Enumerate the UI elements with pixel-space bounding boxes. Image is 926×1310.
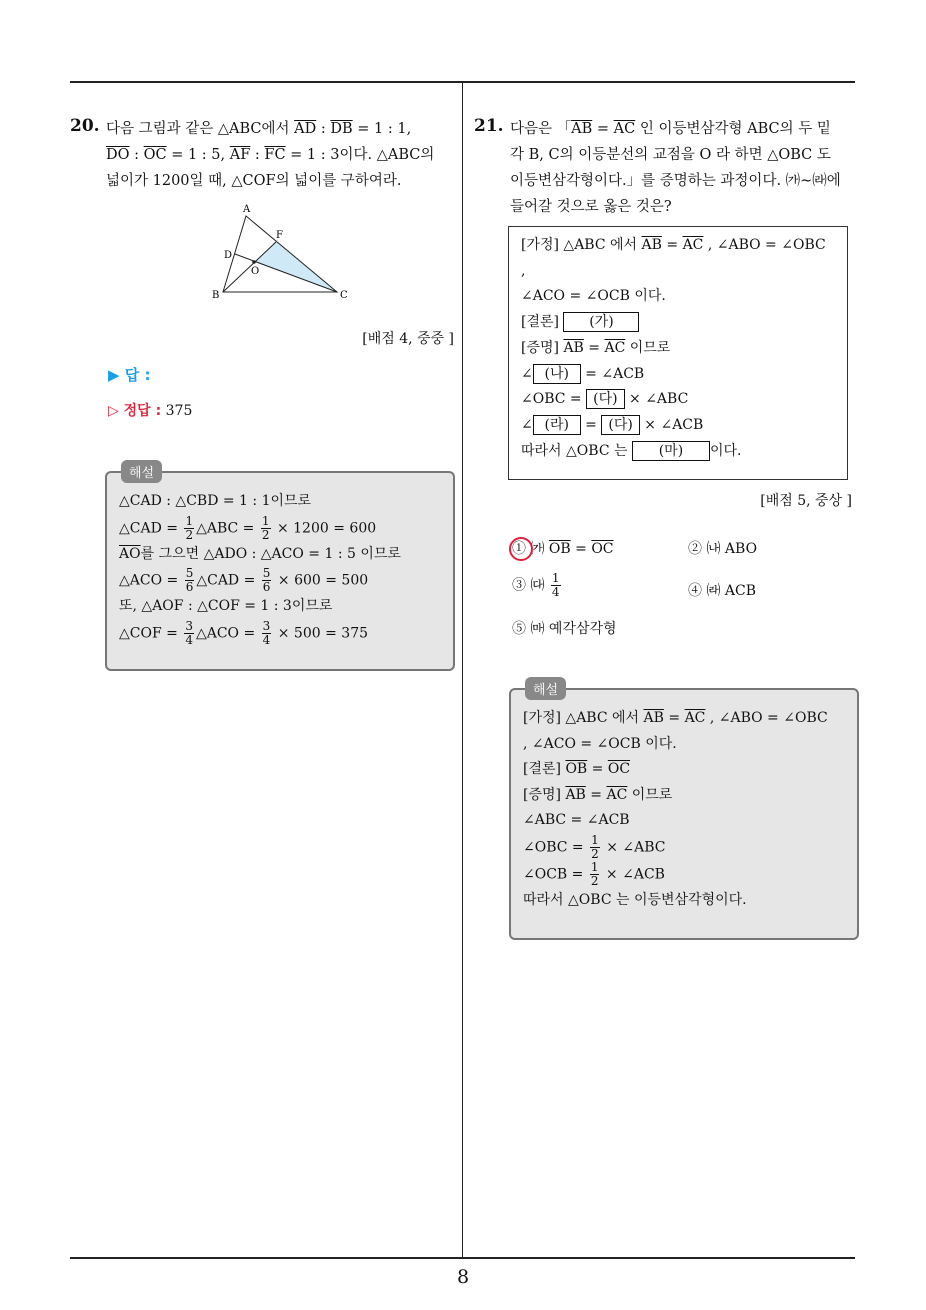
label-a: A xyxy=(243,204,251,215)
selected-mark-icon xyxy=(509,537,533,561)
triangle-figure xyxy=(206,200,356,302)
label-o: O xyxy=(251,266,260,277)
solution-tag: 해설 xyxy=(525,677,566,700)
choice-4[interactable]: ④ ㈑ ACB xyxy=(688,583,757,599)
label-d: D xyxy=(224,250,233,261)
choice-1[interactable]: ① ㈎ $\overline{OB} = \overline{OC}$ xyxy=(512,538,614,558)
column-divider xyxy=(462,82,463,1258)
label-b: B xyxy=(212,290,220,301)
choice-3[interactable]: ③ ㈐ $\frac{1}{4}$ xyxy=(512,571,560,599)
score-20: [배점 4, 중중 ] xyxy=(362,331,454,347)
answer-line: ▶ 답 : xyxy=(108,366,151,384)
proof-box: [가정] △ABC 에서 $\overline{AB} = \overline{AC}$ , ∠ABO = ∠OBC , ∠ACO = ∠OCB 이다. [결론] (가) [증명] $\overline{AB} = \overline{AC}$ 이므로 ∠ (나) = ∠ACB ∠OBC = (다) × ∠ABC ∠ (라) = (다) × ∠ACB 따라서 △OBC 는 (마) 이다. xyxy=(508,226,848,480)
label-f: F xyxy=(276,230,283,241)
solution-box-20: 해설 △CAD : △CBD = 1 : 1이므로 △CAD = $\frac{1}{2}$ △ABC = $\frac{1}{2}$ × 1200 = 600 $\overline{AO}$를 그으면 △ADO : △ACO = 1 : 5 이므로 △ACO = $\frac{5}{6}$ △CAD = $\frac{5}{6}$ × 600 = 500 또, △AOF : △COF = 1 : 3이므로 △COF = $\frac{3}{4}$ △ACO = $\frac{3}{4}$ × 500 = 375 xyxy=(105,471,455,671)
shaded-triangle-cof xyxy=(254,242,337,292)
question-number: 20. xyxy=(70,116,100,136)
blank-ma: (마) xyxy=(632,441,710,461)
label-c: C xyxy=(340,290,348,301)
blank-da: (다) xyxy=(586,389,624,409)
choice-2[interactable]: ② ㈏ ABO xyxy=(688,541,758,557)
question-text: 다음 그림과 같은 △ABC에서 $\overline{AD}$ : $\overline{DB} = 1$ : 1, $\overline{DO}$ : $\overline{OC} = 1$ : 5, $\overline{AF}$ : $\overline{FC} = 1$ : 3이다. △ABC의 넓이가 1200일 때, △COF의 넓이를 구하여라. xyxy=(106,121,435,189)
solution-box-21: 해설 [가정] △ABC 에서 $\overline{AB} = \overline{AC}$ , ∠ABO = ∠OBC , ∠ACO = ∠OCB 이다. [결론] $\overline{OB} = \overline{OC}$ [증명] $\overline{AB} = \overline{AC}$ 이므로 ∠ABC = ∠ACB ∠OBC = $\frac{1}{2}$ × ∠ABC ∠OCB = $\frac{1}{2}$ × ∠ACB 따라서 △OBC 는 이등변삼각형이다. xyxy=(509,688,859,940)
blank-ra: (라) xyxy=(533,415,581,435)
blank-da-2: (다) xyxy=(601,415,639,435)
correct-answer: ▷ 정답 : 375 xyxy=(108,403,193,419)
solution-tag: 해설 xyxy=(121,460,162,483)
question-text: 다음은 「$\overline{AB} = \overline{AC}$ 인 이등변삼각형 ABC의 두 밑 각 B, C의 이등분선의 교점을 O 라 하면 △OBC 도 이등변삼각형이다.」를 증명하는 과정이다. ㈎∼㈑에 들어갈 것으로 옳은 것은? xyxy=(510,121,841,215)
bottom-rule xyxy=(70,1257,855,1259)
choice-5[interactable]: ⑤ ㈒ 예각삼각형 xyxy=(512,621,617,637)
page-number: 8 xyxy=(456,1266,470,1288)
question-20 xyxy=(70,116,458,194)
question-21 xyxy=(474,116,864,220)
score-21: [배점 5, 중상 ] xyxy=(760,493,852,509)
blank-na: (나) xyxy=(533,364,581,384)
blank-ga: (가) xyxy=(563,312,639,332)
question-number: 21. xyxy=(474,116,504,136)
